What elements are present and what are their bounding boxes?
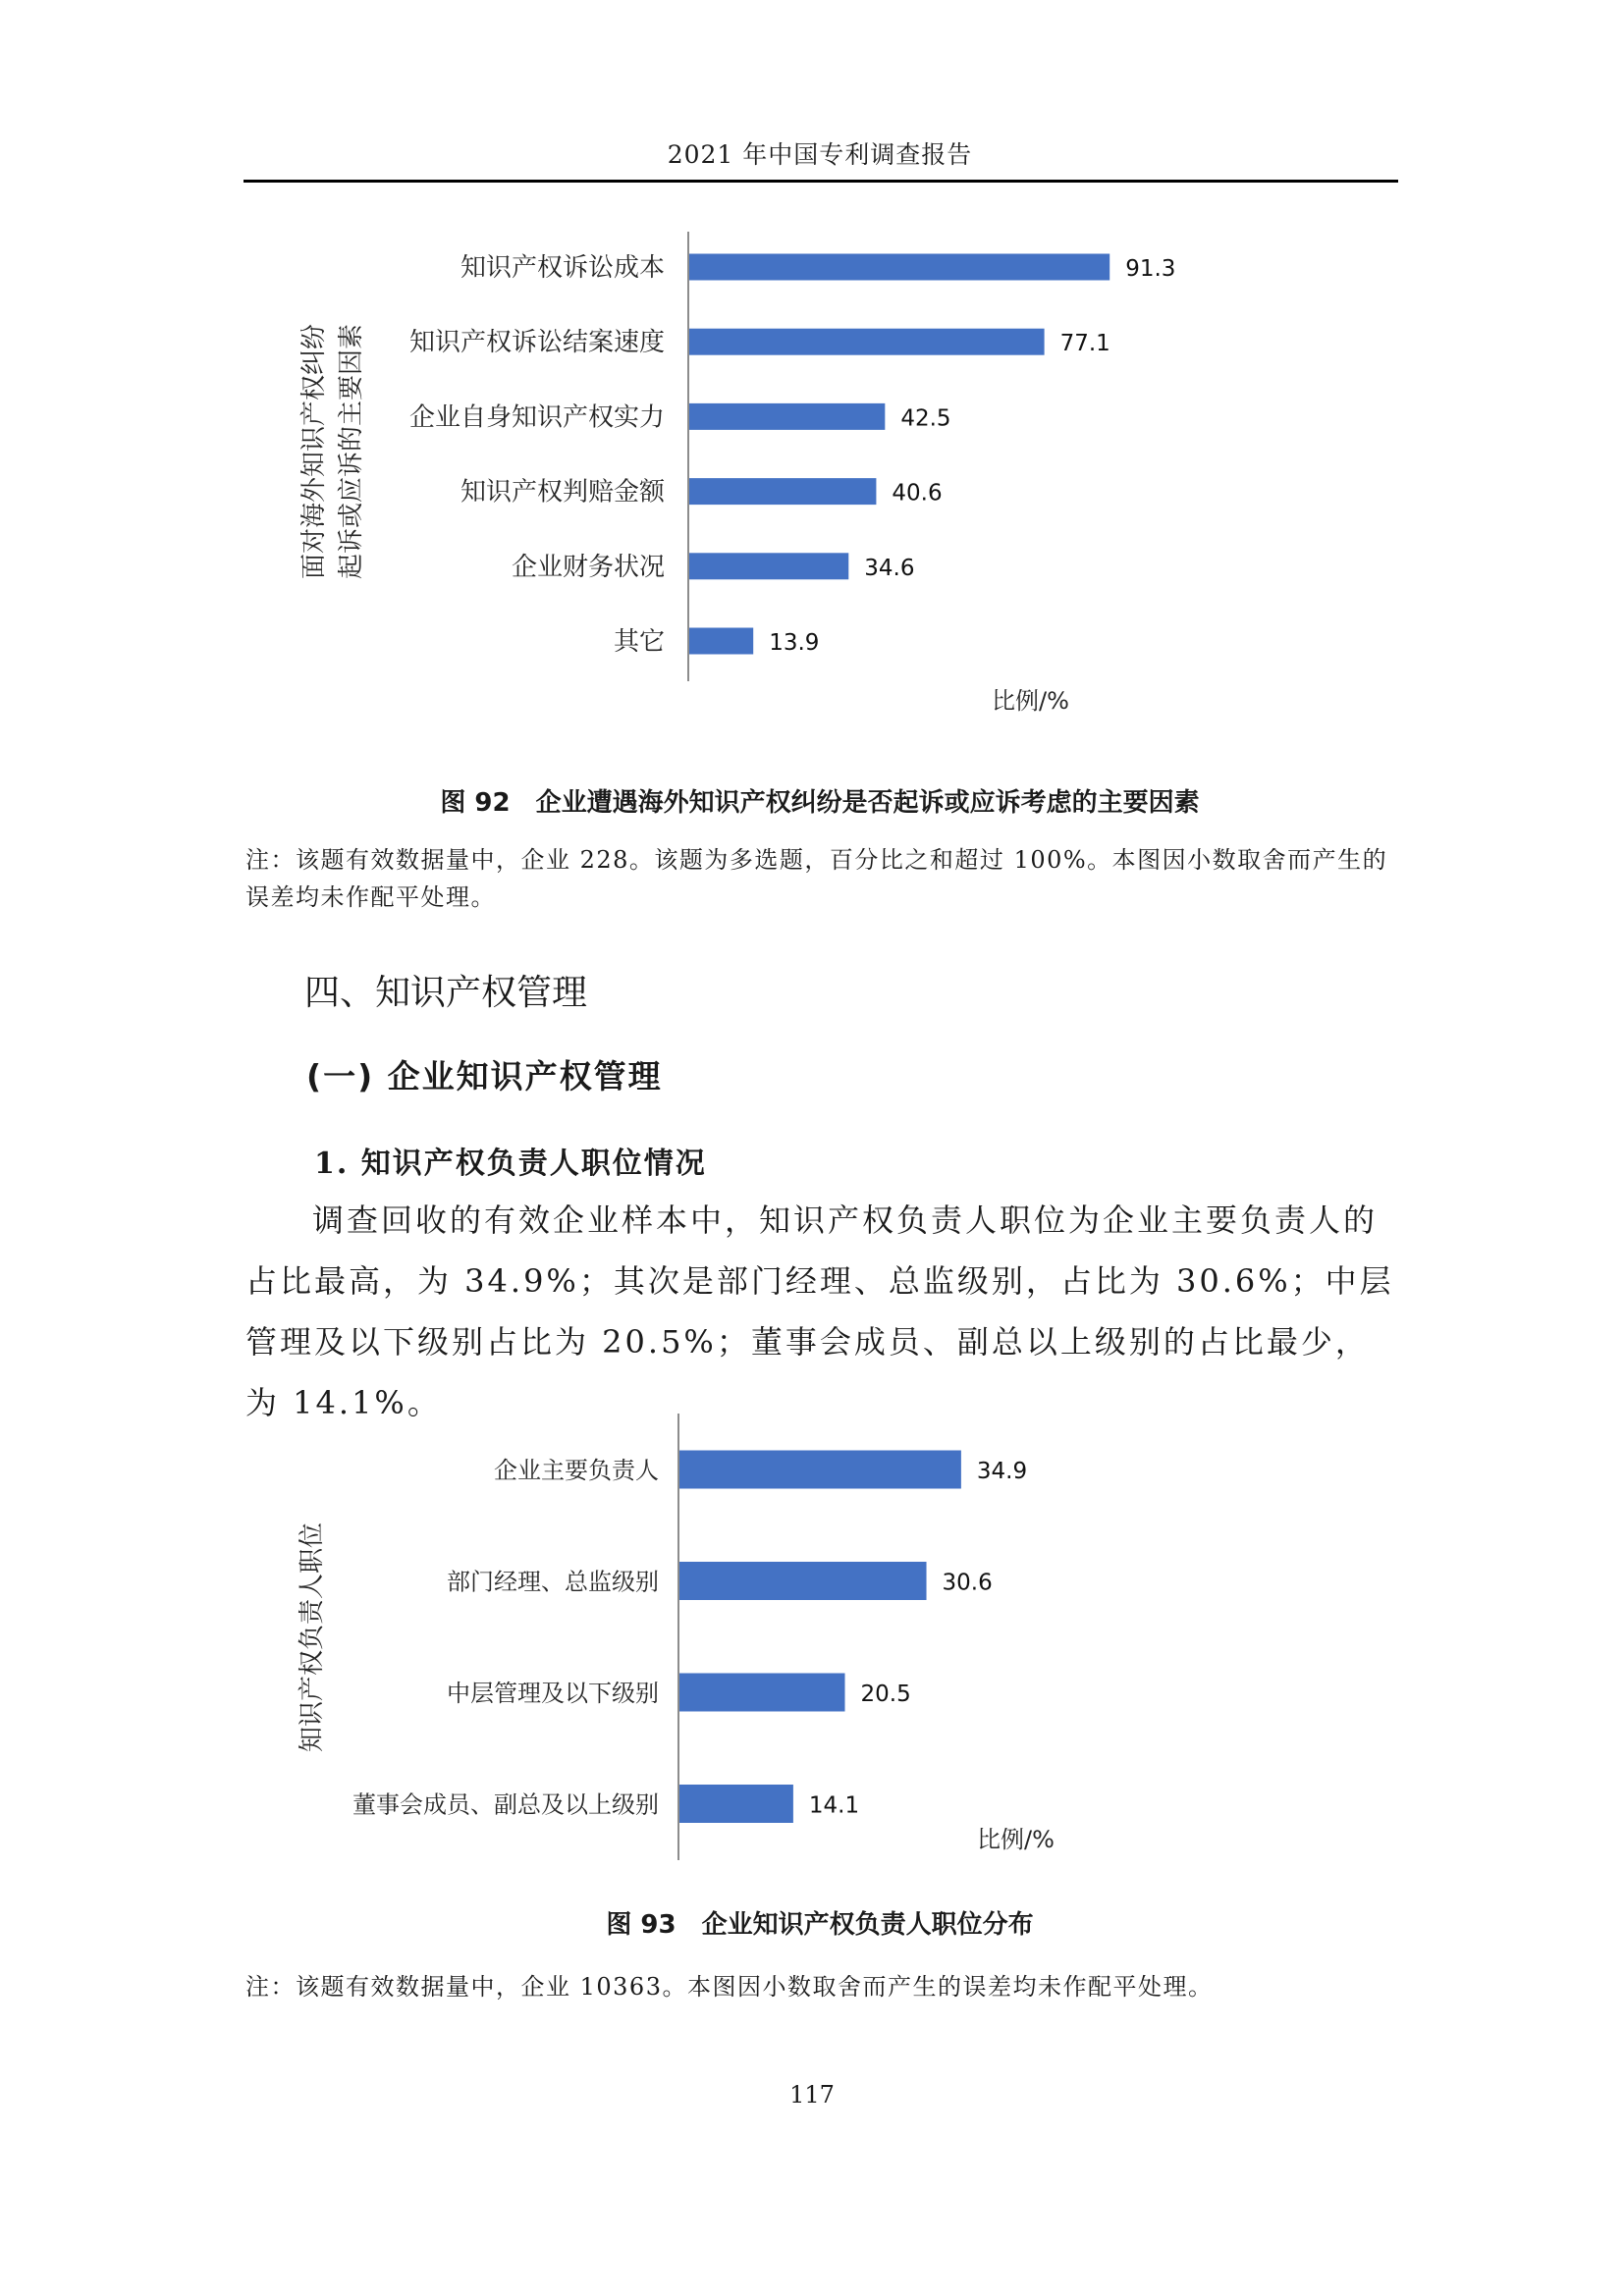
y-axis-title-line: 面对海外知识产权纠纷: [299, 323, 329, 580]
data-label: 91.3: [1125, 256, 1176, 282]
data-label: 34.6: [864, 555, 915, 581]
category-label: 部门经理、总监级别: [447, 1568, 659, 1596]
category-label: 董事会成员、副总及以上级别: [352, 1790, 659, 1819]
figure-92-note: 注：该题有效数据量中，企业 228。该题为多选题，百分比之和超过 100%。本图因小数取舍而产生的误差均未作配平处理。: [245, 846, 1388, 911]
bar: [689, 478, 876, 505]
figure-93-chart: [298, 1414, 1055, 1860]
bar: [679, 1562, 927, 1600]
data-label: 14.1: [808, 1792, 860, 1819]
data-label: 40.6: [892, 480, 943, 507]
category-label: 其它: [613, 627, 665, 657]
page-number: 117: [789, 2081, 835, 2109]
figure-93-note: 注：该题有效数据量中，企业 10363。本图因小数取舍而产生的误差均未作配平处理。: [245, 1973, 1214, 2001]
running-header: 2021 年中国专利调查报告: [667, 140, 973, 169]
bar: [689, 254, 1110, 281]
data-label: 34.9: [976, 1459, 1028, 1484]
category-label: 中层管理及以下级别: [447, 1680, 659, 1707]
y-axis-title-line: 起诉或应诉的主要因素: [337, 323, 366, 580]
bar: [679, 1451, 961, 1489]
data-label: 42.5: [900, 405, 951, 432]
figure-92-chart: [299, 232, 1175, 715]
subsection-heading: (一) 企业知识产权管理: [306, 1057, 663, 1095]
category-label: 企业自身知识产权实力: [408, 402, 665, 433]
category-label: 知识产权判赔金额: [460, 477, 665, 507]
category-label: 企业财务状况: [511, 552, 665, 582]
x-axis-label: 比例/%: [977, 1826, 1055, 1853]
section-heading: 四、知识产权管理: [304, 973, 588, 1013]
topic-heading: 1. 知识产权负责人职位情况: [314, 1147, 707, 1181]
body-paragraph: 调查回收的有效企业样本中，知识产权负责人职位为企业主要负责人的占比最高，为 34.9%；其次是部门经理、总监级别，占比为 30.6%；中层管理及以下级别占比为 20.5%；董事会成员、副总以上级别的占比最少，为 14.1%。: [245, 1201, 1394, 1421]
figure-93-caption: 图 93 企业知识产权负责人职位分布: [606, 1910, 1034, 1940]
y-axis-title: 知识产权负责人职位: [298, 1522, 327, 1753]
data-label: 13.9: [769, 630, 820, 656]
bar: [679, 1674, 845, 1712]
bar: [689, 553, 848, 579]
data-label: 77.1: [1059, 331, 1110, 357]
bar: [689, 403, 885, 430]
data-label: 20.5: [860, 1682, 911, 1707]
category-label: 知识产权诉讼结案速度: [408, 328, 665, 358]
figure-92-caption: 图 92 企业遭遇海外知识产权纠纷是否起诉或应诉考虑的主要因素: [440, 788, 1200, 818]
bar: [679, 1785, 793, 1823]
bar: [689, 329, 1045, 355]
x-axis-label: 比例/%: [992, 687, 1069, 715]
bar: [689, 628, 753, 655]
category-label: 知识产权诉讼成本: [460, 253, 665, 283]
data-label: 30.6: [942, 1570, 993, 1596]
header-rule: [244, 180, 1398, 183]
category-label: 企业主要负责人: [494, 1457, 659, 1484]
